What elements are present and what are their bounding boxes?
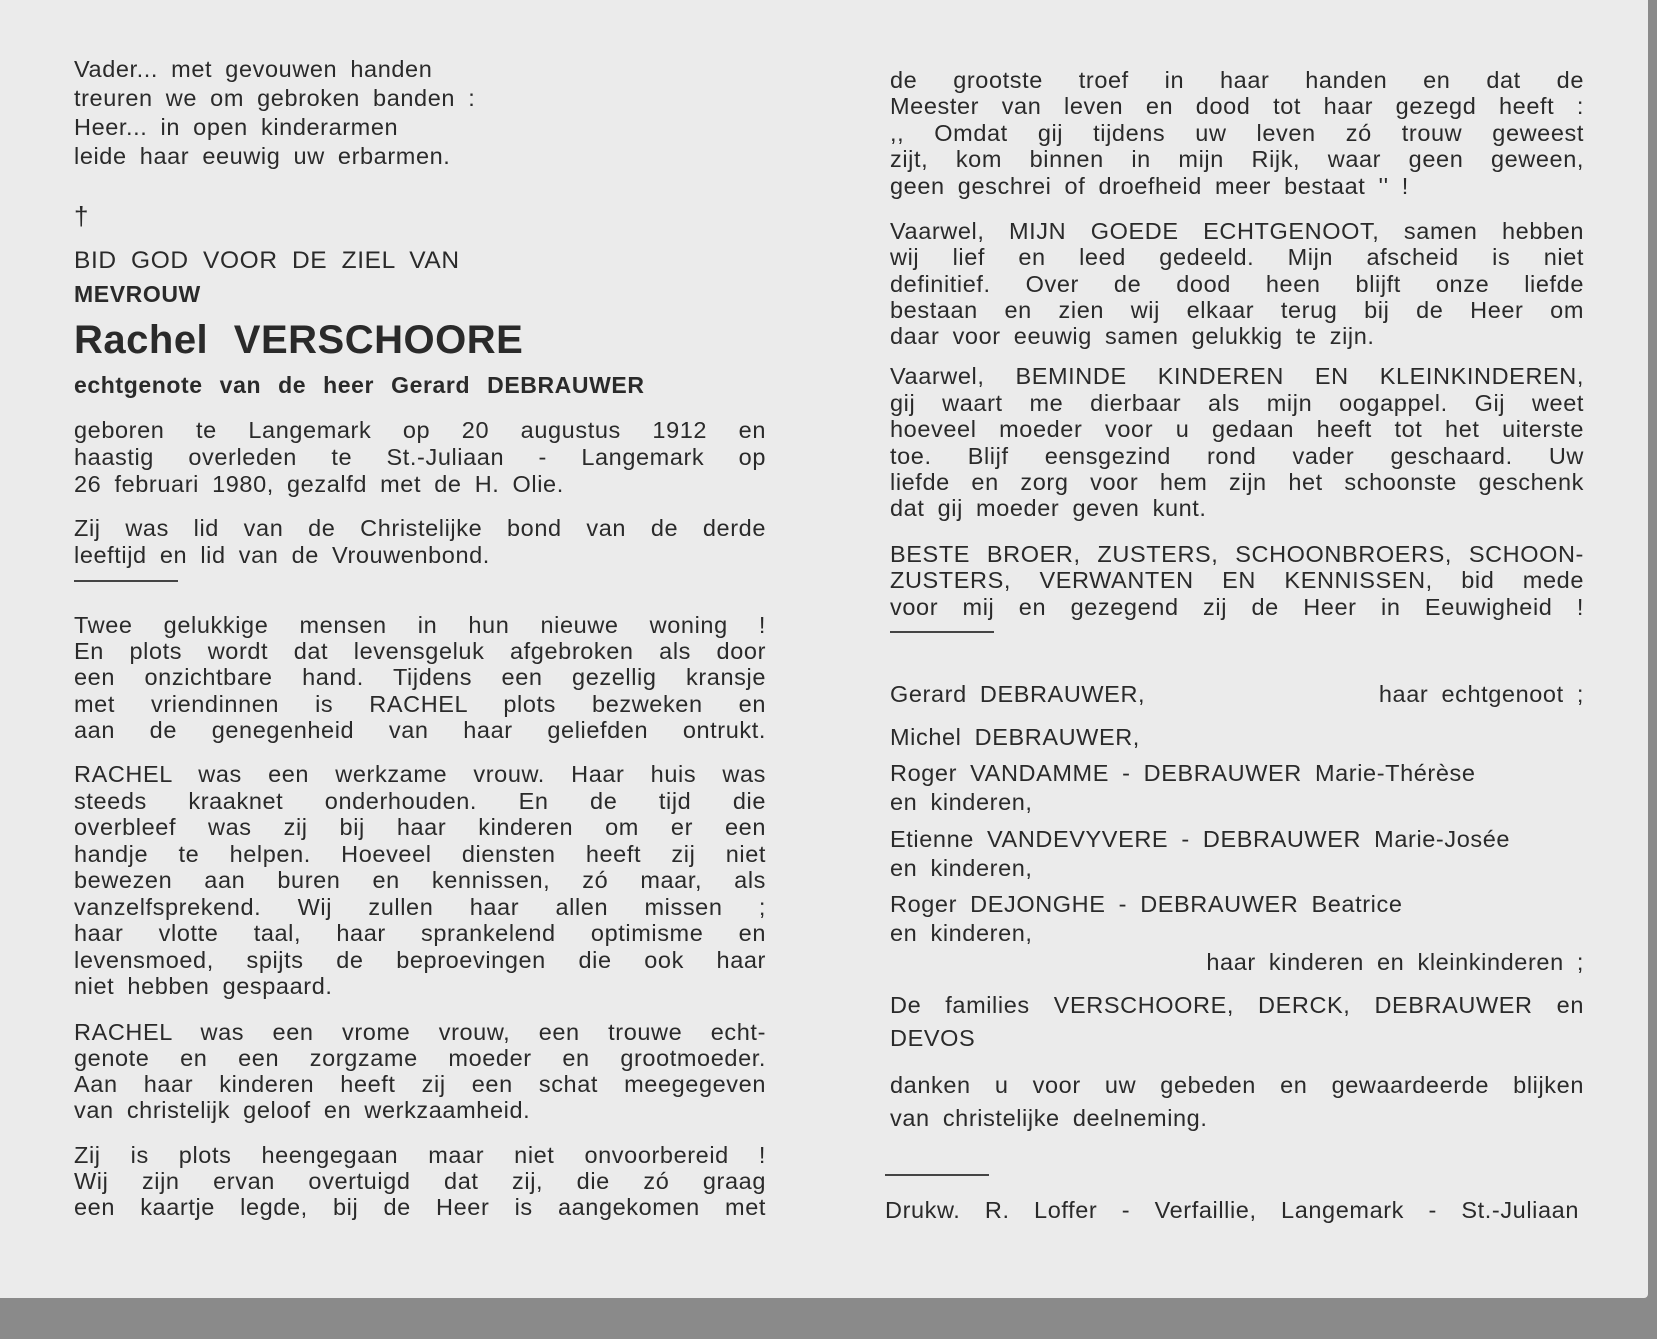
birth-line: 26 februari 1980, gezalfd met de H. Olie. bbox=[74, 471, 564, 497]
family-line: en kinderen, bbox=[890, 789, 1033, 815]
last-name: VERSCHOORE bbox=[233, 318, 524, 362]
text-line: RACHEL was een vrome vrouw, een trouwe echt- bbox=[74, 1019, 766, 1045]
text-line: vanzelfsprekend. Wij zullen haar allen missen ; bbox=[74, 894, 766, 920]
cross-icon: † bbox=[74, 201, 90, 231]
text-line: haar vlotte taal, haar sprankelend optimisme en bbox=[74, 920, 766, 946]
printer-line: Drukw. R. Loffer - Verfaillie, Langemark - St.-Juliaan bbox=[885, 1197, 1579, 1223]
family-line: en kinderen, bbox=[890, 855, 1033, 881]
text-line: hoeveel moeder voor u gedaan heeft tot het uiterste bbox=[890, 416, 1584, 442]
text-line: levensmoed, spijts de beproevingen die ook haar bbox=[74, 947, 766, 973]
text-line: Twee gelukkige mensen in hun nieuwe woning ! bbox=[74, 612, 766, 638]
family-line: Michel DEBRAUWER, bbox=[890, 724, 1140, 750]
families-line: De families VERSCHOORE, DERCK, DEBRAUWER en bbox=[890, 992, 1584, 1018]
spouse-line: echtgenote van de heer Gerard DEBRAUWER bbox=[74, 372, 645, 398]
text-line: Vaarwel, BEMINDE KINDEREN EN KLEINKINDEREN, bbox=[890, 363, 1584, 389]
husband-name: Gerard DEBRAUWER, bbox=[890, 681, 1146, 707]
text-line: RACHEL was een werkzame vrouw. Haar huis was bbox=[74, 761, 766, 787]
text-line: gij waart me dierbaar als mijn oogappel. Gij weet bbox=[890, 390, 1584, 416]
children-role: haar kinderen en kleinkinderen ; bbox=[1206, 949, 1584, 975]
thanks-line: danken u voor uw gebeden en gewaardeerde blijken bbox=[890, 1072, 1584, 1098]
membership-line: leeftijd en lid van de Vrouwenbond. bbox=[74, 542, 490, 568]
deceased-name bbox=[74, 318, 523, 362]
text-line: ,, Omdat gij tijdens uw leven zó trouw geweest bbox=[890, 120, 1584, 146]
text-line: overbleef was zij bij haar kinderen om er een bbox=[74, 814, 766, 840]
family-line: Etienne VANDEVYVERE - DEBRAUWER Marie-Josée bbox=[890, 826, 1511, 852]
intro-line: BID GOD VOOR DE ZIEL VAN bbox=[74, 247, 460, 274]
text-line: Aan haar kinderen heeft zij een schat meegegeven bbox=[74, 1071, 766, 1097]
birth-line: haastig overleden te St.-Juliaan - Langemark op bbox=[74, 444, 766, 470]
text-line: geen geschrei of droefheid meer bestaat '' ! bbox=[890, 173, 1409, 199]
divider bbox=[890, 631, 994, 633]
husband-role: haar echtgenoot ; bbox=[1378, 681, 1584, 707]
birth-line: geboren te Langemark op 20 augustus 1912 en bbox=[74, 417, 766, 443]
text-line: toe. Blijf eensgezind rond vader geschaard. Uw bbox=[890, 443, 1584, 469]
text-line: niet hebben gespaard. bbox=[74, 973, 333, 999]
text-line: dat gij moeder geven kunt. bbox=[890, 495, 1207, 521]
text-line: met vriendinnen is RACHEL plots bezweken en bbox=[74, 691, 766, 717]
text-line: bestaan en zien wij elkaar terug bij de Heer om bbox=[890, 297, 1584, 323]
text-line: de grootste troef in haar handen en dat de bbox=[890, 67, 1584, 93]
family-line: Roger DEJONGHE - DEBRAUWER Beatrice bbox=[890, 891, 1403, 917]
text-line: steeds kraaknet onderhouden. En de tijd die bbox=[74, 788, 766, 814]
family-line: Roger VANDAMME - DEBRAUWER Marie-Thérèse bbox=[890, 760, 1476, 786]
family-line: en kinderen, bbox=[890, 920, 1033, 946]
text-line: van christelijk geloof en werkzaamheid. bbox=[74, 1097, 531, 1123]
poem-line: Heer... in open kinderarmen bbox=[74, 114, 399, 140]
text-line: aan de genegenheid van haar geliefden ontrukt. bbox=[74, 717, 766, 743]
poem-line: treuren we om gebroken banden : bbox=[74, 85, 476, 111]
text-line: wij lief en leed gedeeld. Mijn afscheid is niet bbox=[890, 244, 1584, 270]
thanks-line: van christelijke deelneming. bbox=[890, 1105, 1208, 1131]
text-line: daar voor eeuwig samen gelukkig te zijn. bbox=[890, 323, 1375, 349]
title-line: MEVROUW bbox=[74, 281, 201, 307]
text-line: een kaartje legde, bij de Heer is aangekomen met bbox=[74, 1194, 766, 1220]
text-line: Zij is plots heengegaan maar niet onvoorbereid ! bbox=[74, 1142, 766, 1168]
families-line: DEVOS bbox=[890, 1025, 976, 1051]
text-line: liefde en zorg voor hem zijn het schoonste geschenk bbox=[890, 469, 1584, 495]
divider bbox=[74, 580, 178, 582]
divider bbox=[885, 1174, 989, 1176]
text-line: Vaarwel, MIJN GOEDE ECHTGENOOT, samen hebben bbox=[890, 218, 1584, 244]
text-line: voor mij en gezegend zij de Heer in Eeuwigheid ! bbox=[890, 594, 1584, 620]
text-line: genote en een zorgzame moeder en grootmoeder. bbox=[74, 1045, 766, 1071]
poem-line: leide haar eeuwig uw erbarmen. bbox=[74, 143, 451, 169]
text-line: En plots wordt dat levensgeluk afgebroken als door bbox=[74, 638, 766, 664]
text-line: BESTE BROER, ZUSTERS, SCHOONBROERS, SCHOON- bbox=[890, 541, 1584, 567]
text-line: Wij zijn ervan overtuigd dat zij, die zó graag bbox=[74, 1168, 766, 1194]
text-line: ZUSTERS, VERWANTEN EN KENNISSEN, bid mede bbox=[890, 567, 1584, 593]
text-line: bewezen aan buren en kennissen, zó maar, als bbox=[74, 867, 766, 893]
text-line: zijt, kom binnen in mijn Rijk, waar geen geween, bbox=[890, 146, 1584, 172]
first-name: Rachel bbox=[74, 318, 209, 362]
text-line: handje te helpen. Hoeveel diensten heeft zij niet bbox=[74, 841, 766, 867]
text-line: definitief. Over de dood heen blijft onze liefde bbox=[890, 271, 1584, 297]
poem-line: Vader... met gevouwen handen bbox=[74, 56, 433, 82]
text-line: Meester van leven en dood tot haar gezegd heeft : bbox=[890, 93, 1584, 119]
membership-line: Zij was lid van de Christelijke bond van de derde bbox=[74, 515, 766, 541]
text-line: een onzichtbare hand. Tijdens een gezellig kransje bbox=[74, 664, 766, 690]
